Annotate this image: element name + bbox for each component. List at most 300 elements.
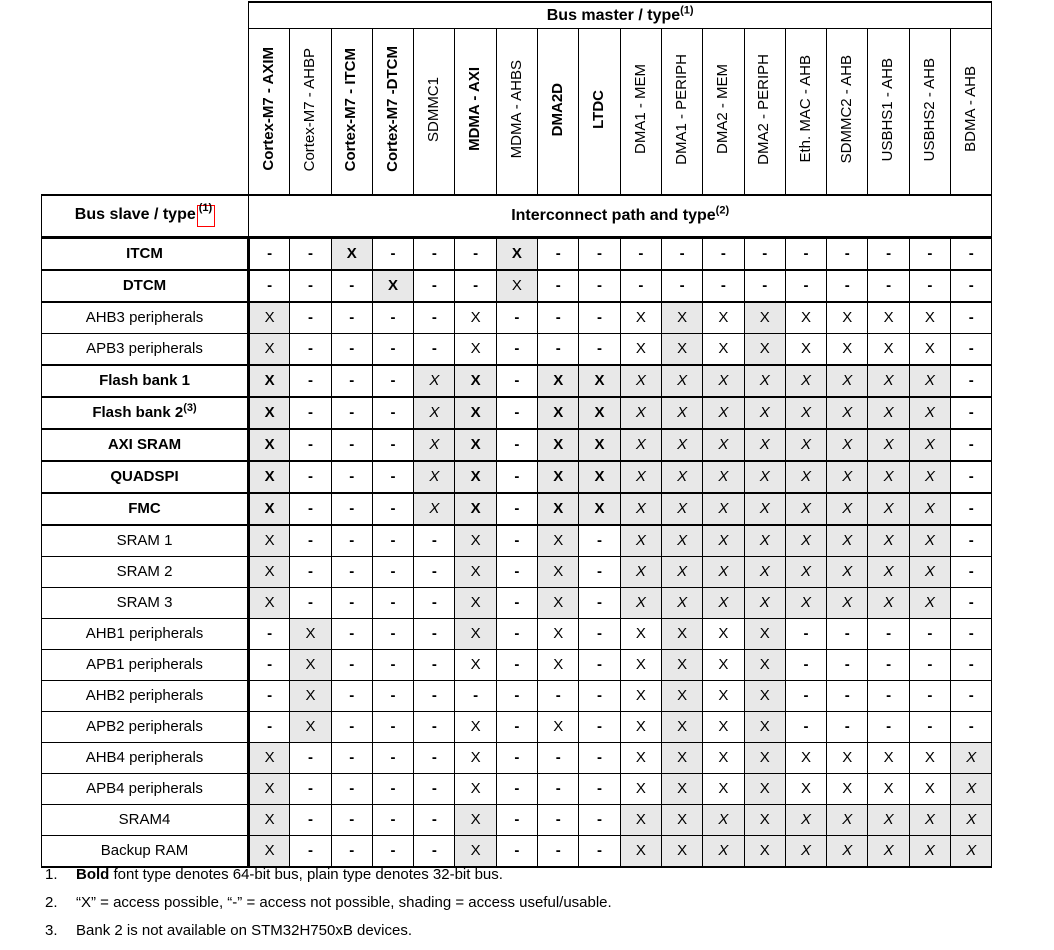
cell-r8-c1: -: [290, 493, 331, 525]
cell-r17-c15: X: [868, 774, 909, 805]
col-header-label: DMA2 - PERIPH: [755, 53, 773, 165]
cell-r10-c6: -: [496, 557, 537, 588]
bus-slave-footnote-ref: (1): [198, 201, 213, 214]
cell-r0-c11: -: [703, 238, 744, 271]
cell-r8-c0: X: [249, 493, 290, 525]
cell-r0-c12: -: [744, 238, 785, 271]
table-row: [42, 588, 992, 619]
footnote-bold-word: Bold: [76, 866, 110, 883]
cell-r6-c12: X: [744, 429, 785, 461]
cell-r16-c16: X: [909, 743, 950, 774]
cell-r9-c12: X: [744, 525, 785, 557]
interconnect-footnote-ref: (2): [715, 204, 730, 217]
col-header-label: DMA2D: [548, 82, 566, 136]
row-label-text: SRAM4: [118, 810, 171, 828]
cell-r16-c4: -: [414, 743, 455, 774]
cell-r6-c6: -: [496, 429, 537, 461]
cell-r3-c3: -: [372, 334, 413, 366]
cell-r1-c8: -: [579, 270, 620, 302]
footnote-number: 3.: [45, 922, 58, 939]
cell-r18-c2: -: [331, 805, 372, 836]
cell-r10-c12: X: [744, 557, 785, 588]
cell-r6-c13: X: [785, 429, 826, 461]
col-header-sdmmc2-ahb: [827, 29, 868, 196]
cell-r17-c12: X: [744, 774, 785, 805]
cell-r0-c14: -: [827, 238, 868, 271]
cell-r1-c12: -: [744, 270, 785, 302]
cell-r19-c7: -: [538, 836, 579, 868]
cell-r10-c17: -: [951, 557, 992, 588]
cell-r2-c4: -: [414, 302, 455, 334]
cell-r18-c1: -: [290, 805, 331, 836]
table-row: [42, 302, 992, 334]
cell-r12-c10: X: [661, 619, 702, 650]
cell-r9-c15: X: [868, 525, 909, 557]
cell-r15-c17: -: [951, 712, 992, 743]
footnote-number: 1.: [45, 866, 58, 883]
bus-master-footnote-ref: (1): [680, 4, 694, 17]
cell-r17-c7: -: [538, 774, 579, 805]
row-label-backup-ram: [42, 836, 249, 868]
cell-r6-c16: X: [909, 429, 950, 461]
cell-r3-c1: -: [290, 334, 331, 366]
cell-r15-c10: X: [661, 712, 702, 743]
cell-r0-c4: -: [414, 238, 455, 271]
cell-r6-c0: X: [249, 429, 290, 461]
cell-r16-c14: X: [827, 743, 868, 774]
row-label-apb1-peripherals: [42, 650, 249, 681]
cell-r9-c13: X: [785, 525, 826, 557]
cell-r8-c14: X: [827, 493, 868, 525]
cell-r10-c16: X: [909, 557, 950, 588]
cell-r7-c0: X: [249, 461, 290, 493]
cell-r14-c8: -: [579, 681, 620, 712]
row-label-text: AHB3 peripherals: [85, 308, 204, 326]
cell-r13-c16: -: [909, 650, 950, 681]
cell-r11-c16: X: [909, 588, 950, 619]
cell-r17-c9: X: [620, 774, 661, 805]
cell-r7-c16: X: [909, 461, 950, 493]
cell-r4-c17: -: [951, 365, 992, 397]
row-label-sram-3: [42, 588, 249, 619]
cell-r8-c17: -: [951, 493, 992, 525]
cell-r14-c7: -: [538, 681, 579, 712]
row-label-text: SRAM 2: [116, 562, 173, 580]
cell-r17-c14: X: [827, 774, 868, 805]
cell-r12-c16: -: [909, 619, 950, 650]
cell-r3-c0: X: [249, 334, 290, 366]
cell-r19-c3: -: [372, 836, 413, 868]
cell-r15-c2: -: [331, 712, 372, 743]
cell-r16-c6: -: [496, 743, 537, 774]
bus-master-header: [249, 2, 992, 29]
col-header-usbhs2-ahb: [909, 29, 950, 196]
cell-r15-c7: X: [538, 712, 579, 743]
cell-r17-c2: -: [331, 774, 372, 805]
cell-r17-c5: X: [455, 774, 496, 805]
cell-r8-c9: X: [620, 493, 661, 525]
cell-r14-c14: -: [827, 681, 868, 712]
cell-r19-c4: -: [414, 836, 455, 868]
cell-r1-c0: -: [249, 270, 290, 302]
cell-r1-c4: -: [414, 270, 455, 302]
cell-r16-c0: X: [249, 743, 290, 774]
row-label-text: AHB2 peripherals: [85, 686, 204, 704]
cell-r16-c5: X: [455, 743, 496, 774]
cell-r8-c4: X: [414, 493, 455, 525]
cell-r16-c13: X: [785, 743, 826, 774]
cell-r14-c15: -: [868, 681, 909, 712]
row-label-ahb3-peripherals: [42, 302, 249, 334]
cell-r19-c9: X: [620, 836, 661, 868]
cell-r3-c4: -: [414, 334, 455, 366]
col-header-label: LTDC: [590, 89, 608, 129]
cell-r7-c14: X: [827, 461, 868, 493]
cell-r16-c15: X: [868, 743, 909, 774]
cell-r1-c10: -: [661, 270, 702, 302]
col-header-label: MDMA - AHBS: [507, 60, 525, 159]
cell-r7-c15: X: [868, 461, 909, 493]
cell-r7-c6: -: [496, 461, 537, 493]
col-header-dma1-mem: [620, 29, 661, 196]
row-label-text: DTCM: [122, 276, 167, 294]
cell-r12-c12: X: [744, 619, 785, 650]
row-label-text: AHB4 peripherals: [85, 748, 204, 766]
cell-r15-c13: -: [785, 712, 826, 743]
cell-r8-c2: -: [331, 493, 372, 525]
col-header-label: Eth. MAC - AHB: [796, 55, 814, 164]
cell-r8-c13: X: [785, 493, 826, 525]
table-row: [42, 429, 992, 461]
cell-r5-c2: -: [331, 397, 372, 429]
footnote-body: “X” = access possible, “-” = access not possible, shading = access useful/usable.: [76, 894, 612, 911]
cell-r6-c11: X: [703, 429, 744, 461]
cell-r19-c6: -: [496, 836, 537, 868]
row-label-text: ITCM: [126, 244, 163, 262]
footnotes: [45, 866, 1025, 950]
cell-r6-c15: X: [868, 429, 909, 461]
cell-r5-c14: X: [827, 397, 868, 429]
cell-r13-c2: -: [331, 650, 372, 681]
col-header-label: Cortex-M7 - AXIM: [259, 47, 277, 172]
cell-r13-c17: -: [951, 650, 992, 681]
cell-r11-c4: -: [414, 588, 455, 619]
table-row: [42, 397, 992, 429]
col-header-label: SDMMC1: [425, 76, 443, 142]
col-header-label: MDMA - AXI: [466, 67, 484, 152]
cell-r2-c12: X: [744, 302, 785, 334]
cell-r1-c16: -: [909, 270, 950, 302]
cell-r17-c6: -: [496, 774, 537, 805]
cell-r7-c7: X: [538, 461, 579, 493]
cell-r1-c17: -: [951, 270, 992, 302]
footnote-2: [45, 894, 1025, 911]
cell-r6-c10: X: [661, 429, 702, 461]
cell-r3-c9: X: [620, 334, 661, 366]
cell-r9-c16: X: [909, 525, 950, 557]
cell-r6-c17: -: [951, 429, 992, 461]
cell-r17-c10: X: [661, 774, 702, 805]
row-label-text: AHB1 peripherals: [85, 624, 204, 642]
cell-r17-c13: X: [785, 774, 826, 805]
cell-r5-c11: X: [703, 397, 744, 429]
cell-r0-c3: -: [372, 238, 413, 271]
table-row: [42, 681, 992, 712]
cell-r14-c16: -: [909, 681, 950, 712]
cell-r5-c13: X: [785, 397, 826, 429]
cell-r11-c6: -: [496, 588, 537, 619]
cell-r4-c7: X: [538, 365, 579, 397]
cell-r3-c13: X: [785, 334, 826, 366]
row-label-text: Flash bank 1: [99, 371, 190, 389]
cell-r12-c0: -: [249, 619, 290, 650]
corner-blank: [42, 2, 249, 195]
table-row: [42, 493, 992, 525]
cell-r12-c5: X: [455, 619, 496, 650]
cell-r18-c12: X: [744, 805, 785, 836]
table-row: [42, 712, 992, 743]
cell-r12-c9: X: [620, 619, 661, 650]
cell-r9-c8: -: [579, 525, 620, 557]
cell-r4-c3: -: [372, 365, 413, 397]
cell-r7-c17: -: [951, 461, 992, 493]
cell-r19-c10: X: [661, 836, 702, 868]
table-row: [42, 836, 992, 868]
cell-r15-c12: X: [744, 712, 785, 743]
cell-r16-c1: -: [290, 743, 331, 774]
cell-r6-c14: X: [827, 429, 868, 461]
row-label-ahb2-peripherals: [42, 681, 249, 712]
cell-r12-c17: -: [951, 619, 992, 650]
cell-r6-c4: X: [414, 429, 455, 461]
row-label-itcm: [42, 238, 249, 271]
row-label-apb2-peripherals: [42, 712, 249, 743]
cell-r11-c3: -: [372, 588, 413, 619]
cell-r9-c0: X: [249, 525, 290, 557]
cell-r7-c5: X: [455, 461, 496, 493]
col-header-label: Cortex-M7 -DTCM: [383, 46, 401, 173]
cell-r2-c15: X: [868, 302, 909, 334]
table-row: [42, 557, 992, 588]
cell-r7-c11: X: [703, 461, 744, 493]
cell-r18-c3: -: [372, 805, 413, 836]
cell-r19-c0: X: [249, 836, 290, 868]
cell-r15-c14: -: [827, 712, 868, 743]
cell-r14-c0: -: [249, 681, 290, 712]
bus-slave-header: [42, 195, 249, 238]
cell-r5-c5: X: [455, 397, 496, 429]
cell-r19-c1: -: [290, 836, 331, 868]
cell-r5-c3: -: [372, 397, 413, 429]
cell-r5-c8: X: [579, 397, 620, 429]
table-row: [42, 461, 992, 493]
footnote-1: [45, 866, 1025, 883]
cell-r7-c3: -: [372, 461, 413, 493]
cell-r19-c15: X: [868, 836, 909, 868]
cell-r8-c11: X: [703, 493, 744, 525]
cell-r13-c5: X: [455, 650, 496, 681]
cell-r12-c3: -: [372, 619, 413, 650]
cell-r18-c16: X: [909, 805, 950, 836]
cell-r2-c11: X: [703, 302, 744, 334]
col-header-cortex-m7-ahbp: [290, 29, 331, 196]
cell-r3-c12: X: [744, 334, 785, 366]
cell-r11-c15: X: [868, 588, 909, 619]
row-label-sram4: [42, 805, 249, 836]
cell-r18-c6: -: [496, 805, 537, 836]
row-label-text: AXI SRAM: [107, 435, 182, 453]
cell-r15-c16: -: [909, 712, 950, 743]
cell-r1-c15: -: [868, 270, 909, 302]
cell-r17-c16: X: [909, 774, 950, 805]
row-label-ahb4-peripherals: [42, 743, 249, 774]
col-header-ltdc: [579, 29, 620, 196]
bus-matrix-table: [41, 1, 992, 868]
col-header-eth-mac-ahb: [785, 29, 826, 196]
col-header-usbhs1-ahb: [868, 29, 909, 196]
cell-r0-c16: -: [909, 238, 950, 271]
cell-r4-c12: X: [744, 365, 785, 397]
cell-r18-c7: -: [538, 805, 579, 836]
cell-r18-c5: X: [455, 805, 496, 836]
cell-r9-c10: X: [661, 525, 702, 557]
cell-r10-c10: X: [661, 557, 702, 588]
row-label-sram-1: [42, 525, 249, 557]
cell-r6-c9: X: [620, 429, 661, 461]
cell-r13-c0: -: [249, 650, 290, 681]
col-header-label: DMA1 - MEM: [631, 64, 649, 155]
cell-r2-c1: -: [290, 302, 331, 334]
cell-r15-c15: -: [868, 712, 909, 743]
cell-r16-c9: X: [620, 743, 661, 774]
cell-r0-c2: X: [331, 238, 372, 271]
cell-r10-c9: X: [620, 557, 661, 588]
cell-r0-c15: -: [868, 238, 909, 271]
cell-r12-c15: -: [868, 619, 909, 650]
cell-r3-c11: X: [703, 334, 744, 366]
table-row: [42, 774, 992, 805]
footnote-text: [76, 894, 1025, 911]
cell-r11-c13: X: [785, 588, 826, 619]
cell-r19-c8: -: [579, 836, 620, 868]
cell-r13-c12: X: [744, 650, 785, 681]
row-label-ahb1-peripherals: [42, 619, 249, 650]
cell-r5-c6: -: [496, 397, 537, 429]
cell-r5-c10: X: [661, 397, 702, 429]
cell-r10-c2: -: [331, 557, 372, 588]
footnote-number: 2.: [45, 894, 58, 911]
table-row: [42, 650, 992, 681]
cell-r15-c11: X: [703, 712, 744, 743]
cell-r4-c6: -: [496, 365, 537, 397]
cell-r5-c9: X: [620, 397, 661, 429]
cell-r11-c2: -: [331, 588, 372, 619]
cell-r3-c15: X: [868, 334, 909, 366]
cell-r3-c16: X: [909, 334, 950, 366]
cell-r12-c4: -: [414, 619, 455, 650]
cell-r1-c2: -: [331, 270, 372, 302]
cell-r19-c5: X: [455, 836, 496, 868]
cell-r13-c7: X: [538, 650, 579, 681]
cell-r9-c17: -: [951, 525, 992, 557]
cell-r8-c3: -: [372, 493, 413, 525]
cell-r10-c5: X: [455, 557, 496, 588]
table-row: [42, 334, 992, 366]
cell-r1-c14: -: [827, 270, 868, 302]
col-header-dma1-periph: [661, 29, 702, 196]
footnote-body: Bank 2 is not available on STM32H750xB devices.: [76, 922, 413, 939]
cell-r5-c7: X: [538, 397, 579, 429]
table-row: [42, 743, 992, 774]
cell-r10-c15: X: [868, 557, 909, 588]
cell-r13-c3: -: [372, 650, 413, 681]
cell-r5-c17: -: [951, 397, 992, 429]
cell-r9-c5: X: [455, 525, 496, 557]
footnote-text: [76, 922, 1025, 939]
cell-r19-c13: X: [785, 836, 826, 868]
interconnect-header-label: Interconnect path and type: [511, 207, 716, 225]
row-label-sram-2: [42, 557, 249, 588]
cell-r4-c15: X: [868, 365, 909, 397]
cell-r14-c17: -: [951, 681, 992, 712]
cell-r3-c8: -: [579, 334, 620, 366]
footnote-body: font type denotes 64-bit bus, plain type denotes 32-bit bus.: [109, 866, 503, 883]
cell-r18-c0: X: [249, 805, 290, 836]
cell-r16-c8: -: [579, 743, 620, 774]
cell-r4-c13: X: [785, 365, 826, 397]
cell-r6-c3: -: [372, 429, 413, 461]
cell-r16-c17: X: [951, 743, 992, 774]
cell-r2-c0: X: [249, 302, 290, 334]
cell-r4-c10: X: [661, 365, 702, 397]
cell-r17-c17: X: [951, 774, 992, 805]
cell-r2-c13: X: [785, 302, 826, 334]
cell-r14-c2: -: [331, 681, 372, 712]
col-header-cortex-m7-dtcm: [372, 29, 413, 196]
row-label-text: Backup RAM: [100, 841, 189, 859]
row-label-text: SRAM 3: [116, 593, 173, 611]
table-row: [42, 270, 992, 302]
cell-r15-c5: X: [455, 712, 496, 743]
cell-r14-c1: X: [290, 681, 331, 712]
col-header-label: USBHS2 - AHB: [920, 57, 938, 161]
cell-r17-c1: -: [290, 774, 331, 805]
cell-r6-c8: X: [579, 429, 620, 461]
cell-r1-c3: X: [372, 270, 413, 302]
cell-r18-c4: -: [414, 805, 455, 836]
row-label-text: SRAM 1: [116, 531, 173, 549]
cell-r2-c9: X: [620, 302, 661, 334]
cell-r19-c2: -: [331, 836, 372, 868]
cell-r5-c0: X: [249, 397, 290, 429]
col-header-mdma-axi: [455, 29, 496, 196]
cell-r7-c4: X: [414, 461, 455, 493]
cell-r10-c8: -: [579, 557, 620, 588]
cell-r11-c0: X: [249, 588, 290, 619]
cell-r5-c16: X: [909, 397, 950, 429]
row-label-text: QUADSPI: [110, 467, 179, 485]
cell-r16-c12: X: [744, 743, 785, 774]
cell-r2-c2: -: [331, 302, 372, 334]
cell-r4-c14: X: [827, 365, 868, 397]
cell-r17-c3: -: [372, 774, 413, 805]
cell-r1-c5: -: [455, 270, 496, 302]
cell-r4-c8: X: [579, 365, 620, 397]
cell-r17-c0: X: [249, 774, 290, 805]
cell-r2-c5: X: [455, 302, 496, 334]
cell-r4-c0: X: [249, 365, 290, 397]
col-header-label: DMA2 - MEM: [714, 64, 732, 155]
